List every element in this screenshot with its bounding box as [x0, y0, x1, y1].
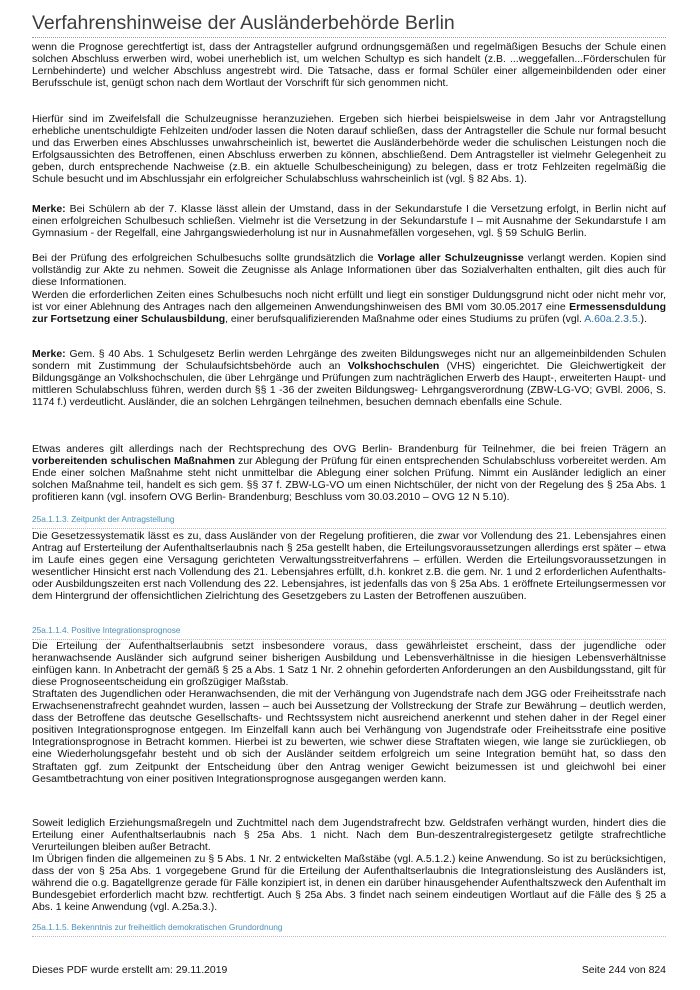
merke-text-b: (VHS) eingerichtet. Die Gleichwertigkeit der Bildungsgänge an Volkshochschulen, die über Lehrgänge und Prüfungen zum nachträglichen Erwerb des Haupt-, erweiterten Haupt- und mittleren Schulabschluss führen, werden durch §§ 1 -36 der zweiten Bildungsweg- Lehrgangsverordnung (ZBW-LG-VO; GVBl. 2006, S. 1174 f.) verdeutlicht. Ausländer, die an solchen Lehrgängen teilnehmen, besuchen demnach ebenfalls eine Schule.	[32, 361, 666, 409]
paragraph-merke-2	[32, 349, 666, 409]
reference-link[interactable]: A.60a.2.3.5.	[584, 314, 641, 326]
paragraph-7-text-b: zur Ablegung der Prüfung für einen entsprechenden Schulabschluss vorbereitet werden. Am Ende einer solchen Maßnahme steht nicht unmittelbar die Ablegung einer solchen Prüfung. Nimmt ein Ausländer lediglich an einer solchen Maßnahme teil, handelt es sich gem. §§ 37 f. ZBW-LG-VO um einen Nichtschüler, der nicht von der Regelung des § 25a Abs. 1 profitieren kann (vgl. insofern OVG Berlin- Brandenburg; Beschluss vom 30.03.2010 – OVG 12 N 5.10).	[32, 456, 667, 504]
paragraph-5	[32, 290, 666, 326]
merke-label: Merke:	[32, 349, 66, 360]
paragraph-2: Hierfür sind im Zweifelsfall die Schulzeugnisse heranzuziehen. Ergeben sich hierbei beispielsweise in dem Jahr vor Antragstellung erhebliche unentschuldigte Fehlzeiten und/oder lassen die Noten darauf schließen, dass der Antragsteller die Schule nur formal besucht und das Erwerben eines Abschlusses unwahrscheinlich ist, bewertet die Ausländerbehörde weder die schulischen Leistungen noch die Erfolgsaussichten des Betroffenen, einen Abschluss erwerben zu können, abschließend. Dem Antragsteller ist vielmehr Gelegenheit zu geben, durch entsprechende Nachweise (z.B. ein aktuelle Schulbescheinigung) zu belegen, dass er trotz Fehlzeiten regelmäßig die Schule besucht und im Abschlussjahr ein erfolgreicher Schulabschluss wahrscheinlich ist (vgl. § 82 Abs. 1).	[32, 114, 666, 186]
section-heading-integrationsprognose[interactable]: 25a.1.1.4. Positive Integrationsprognose	[32, 624, 666, 640]
merke-text: Bei Schülern ab der 7. Klasse lässt allein der Umstand, dass in der Sekundarstufe I die Versetzung erfolgt, in Berlin nicht auf einen erfolgreichen Schulbesuch schließen. Vielmehr ist die Versetzung in der Sekundarstufe I – mit Ausnahme der Sekundarstufe I am Gymnasium - der Regelfall, eine Jahrgangswiederholung ist nur in Ausnahmefällen vorgesehen, vgl. § 59 SchulG Berlin.	[32, 204, 666, 240]
paragraph-5-text-b: , einer berufsqualifizierenden Maßnahme oder eines Studiums zu prüfen (vgl.	[225, 314, 585, 326]
merke-text-a: Gem. § 40 Abs. 1 Schulgesetz Berlin werden Lehrgänge des zweiten Bildungsweges nicht nur an allgemeinbildenden Schulen sondern mit Zustimmung der Schulaufsichtsbehörde auch an	[32, 349, 666, 373]
page-title: Verfahrenshinweise der Ausländerbehörde Berlin	[32, 12, 455, 34]
document-page	[32, 0, 666, 990]
paragraph-4-text-b: verlangt werden. Kopien sind vollständig zur Akte zu nehmen. Soweit die Zeugnisse als Anlage Informationen über das Sozialverhalten enthalten, gilt dies auch für diese Informationen.	[32, 253, 666, 289]
paragraph-4-text-a: Bei der Prüfung des erfolgreichen Schulbesuchs sollte grundsätzlich die	[32, 253, 378, 264]
section-2-paragraph-4: Im Übrigen finden die allgemeinen zu § 5 Abs. 1 Nr. 2 entwickelten Maßstäbe (vgl. A.5.1.2.) keine Anwendung. So ist zu berücksichtigen, dass der von § 25a Abs. 1 vorgegebene Grund für die Erteilung der Aufenthaltserlaubnis die Integrationsleistung des Ausländers ist, während die o.g. Bagatellgrenze gerade für Fälle konzipiert ist, in denen ein darüber hinausgehender Aufenthaltszweck den Aufenthalt im Bundesgebiet erforderlich macht bzw. rechtfertigt. Auch § 25a Abs. 3 findet nach seinem eindeutigen Wortlaut auf die Fälle des § 25 a Abs. 1 keine Anwendung (vgl. A.25a.3.).	[32, 854, 666, 914]
section-2-paragraph-2: Straftaten des Jugendlichen oder Heranwachsenden, die mit der Verhängung von Jugendstrafe nach dem JGG oder Freiheitsstrafe nach Erwachsenenstrafrecht geahndet wurden, lassen – auch bei Aussetzung der Vollstreckung der Strafe zur Bewährung – deutlich werden, dass der Betroffene das deutsche Gesellschafts- und Rechtssystem nicht ausreichend anerkennt und stehen daher in der Regel einer positiven Integrationsprognose entgegen. Im Einzelfall kann auch bei Verhängung von Jugendstrafe oder Freiheitsstrafe eine positive Integrationsprognose in Betracht kommen. Hierbei ist zu bewerten, wie schwer diese Straftaten wiegen, wie lange sie zurückliegen, ob eine Wiederholungsgefahr besteht und ob sich der Ausländer seitdem erfolgreich um seine Integration bemüht hat, so dass den Straftaten ggf. zum Zeitpunkt der Entscheidung über den Antrag weniger Gewicht beizumessen ist und gleichwohl bei einer Gesamtbetrachtung von einer positiven Integrationsprognose ausgegangen werden kann.	[32, 689, 666, 785]
paragraph-7-text-a: Etwas anderes gilt allerdings nach der Rechtsprechung des OVG Berlin- Brandenburg für Teilnehmer, die bei freien Trägern an	[32, 444, 666, 455]
pdf-created-date: Dieses PDF wurde erstellt am: 29.11.2019	[32, 965, 228, 976]
section-1-paragraph: Die Gesetzessystematik lässt es zu, dass Ausländer von der Regelung profitieren, die zwar vor Vollendung des 21. Lebensjahres einen Antrag auf Ersterteilung der Aufenthaltserlaubnis nach § 25a gestellt haben, die Erteilungsvoraussetzungen allerdings erst später – etwa im Laufe eines gegen eine Versagung gerichteten Verwaltungsstreitverfahrens – erfüllen. Werden die Erteilungsvoraussetzungen in wesentlicher Hinsicht erst nach Vollendung des 21. Lebensjahres erfüllt, d.h. konkret z.B. die gem. Nr. 1 und 2 erforderlichen Aufenthalts- oder Ausbildungszeiten erst nach Vollendung des 22. Lebensjahres, ist jedenfalls das von § 25a Abs. 1 eröffnete Erteilungsermessen vor dem Hintergrund der offensichtlichen Zielrichtung des Gesetzgebers zu Lasten der Betroffenen auszuüben.	[32, 531, 666, 603]
page-number: Seite 244 von 824	[581, 965, 666, 976]
paragraph-5-text-c: ).	[640, 314, 647, 326]
section-2-paragraph-3: Soweit lediglich Erziehungsmaßregeln und Zuchtmittel nach dem Jugendstrafrecht bzw. Geldstrafen verhängt wurden, hindert dies die Erteilung einer Aufenthaltserlaubnis nach § 25a Abs. 1 nicht. Nach dem Bun-deszentralregistergesetz getilgte strafrechtliche Verurteilungen bleiben außer Betracht.	[32, 818, 666, 854]
section-heading-bekenntnis[interactable]: 25a.1.1.5. Bekenntnis zur freiheitlich demokratischen Grundordnung	[32, 921, 666, 937]
paragraph-4-emphasis: Vorlage aller Schulzeugnisse	[377, 253, 524, 264]
paragraph-merke-1	[32, 204, 666, 240]
paragraph-7-emphasis: vorbereitenden schulischen Maßnahmen	[32, 456, 235, 468]
merke-emphasis: Volkshochschulen	[347, 361, 440, 373]
section-2-paragraph-1: Die Erteilung der Aufenthaltserlaubnis setzt insbesondere voraus, dass gewährleistet erscheint, dass der jugendliche oder heranwachsende Ausländer sich aufgrund seiner bisherigen Ausbildung und Lebensverhältnisse in die hiesigen Lebensverhältnisse einfügen kann. In Anbetracht der gemäß § 25 a Abs. 1 Satz 1 Nr. 2 ohnehin geforderten Anforderungen an den Ausbildungsstand, gilt für diese Prognoseentscheidung ein großzügiger Maßstab.	[32, 641, 666, 689]
paragraph-5-emphasis: Ermessensduldung zur Fortsetzung einer Schulausbildung	[32, 302, 666, 326]
paragraph-4	[32, 253, 666, 289]
section-heading-zeitpunkt[interactable]: 25a.1.1.3. Zeitpunkt der Antragstellung	[32, 513, 666, 529]
paragraph-1: wenn die Prognose gerechtfertigt ist, dass der Antragsteller aufgrund ordnungsgemäßen und regelmäßigen Besuchs der Schule einen solchen Abschluss erwerben wird, wobei unerheblich ist, um welchen Schultyp es sich handelt (z.B. ...weggefallen...Förderschulen für Lernbehinderte) und welcher Abschluss angestrebt wird. Die Tatsache, dass er formal Schüler einer allgemeinbildenden oder einer Berufsschule ist, genügt schon nach dem Wortlaut der Vorschrift für sich genommen nicht.	[32, 42, 666, 90]
title-divider	[32, 37, 666, 38]
paragraph-7	[32, 444, 666, 504]
merke-label: Merke:	[32, 204, 66, 215]
paragraph-5-text-a: Werden die erforderlichen Zeiten eines Schulbesuchs noch nicht erfüllt und liegt ein sonstiger Duldungsgrund nicht oder nicht mehr vor, ist vor einer Ablehnung des Antrages nach den allgemeinen Anwendungshinweisen des BMI vom 30.05.2017 eine	[32, 290, 666, 314]
